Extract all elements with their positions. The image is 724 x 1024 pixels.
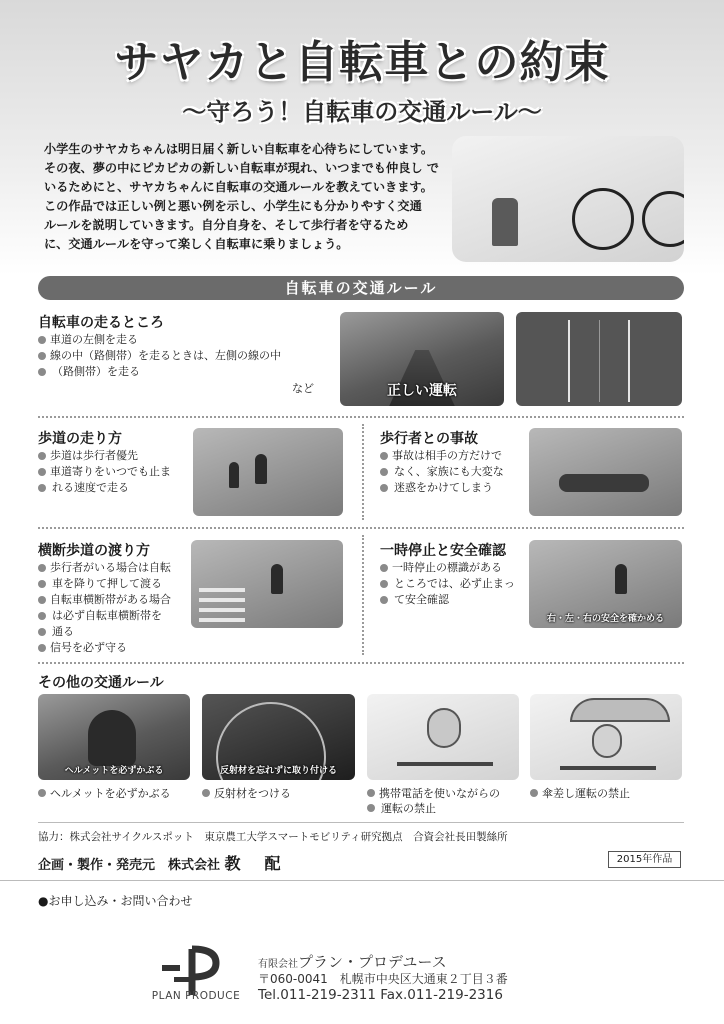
bullet-item: 事故は相手の方だけで: [380, 448, 528, 464]
bullets-accident: [380, 448, 528, 496]
company-address: 〒060-0041 札幌市中央区大通東２丁目３番: [258, 972, 508, 986]
photo-caption: 正しい運転: [387, 383, 457, 399]
bullet-item: て安全確認: [380, 592, 528, 608]
cyclist-figure-shape: [615, 564, 627, 594]
crosswalk-stripe: [199, 598, 245, 602]
person-figure-shape: [229, 462, 239, 488]
bullet-item: は必ず自転車横断帯を: [38, 608, 188, 624]
intro-line: ルールを説明していきます。自分自身を、そして歩行者を守るため: [44, 218, 409, 232]
bullet-item: 車道の左側を走る: [38, 332, 328, 348]
umbrella-shape: [570, 698, 670, 722]
bullet-item: 歩行者がいる場合は自転: [38, 560, 188, 576]
illustration-phone: [367, 694, 519, 780]
photo-helmet: [38, 694, 190, 780]
hero-photo: [452, 136, 684, 262]
producer-name: 教 配: [224, 854, 285, 873]
photo-crosswalk: [191, 540, 343, 628]
bullet-item: 線の中（路側帯）を走るときは、左側の線の中: [38, 348, 328, 364]
section-title-other: その他の交通ルール: [38, 675, 164, 691]
photo-reflector: [202, 694, 355, 780]
divider: [362, 535, 364, 655]
company-name-text: プラン・プロデユース: [298, 953, 447, 971]
intro-line: いるためにと、サヤカちゃんに自転車の交通ルールを教えていきます。: [44, 180, 433, 194]
producer-label: 企画・製作・発売元 株式会社: [38, 858, 221, 873]
divider: [38, 822, 684, 823]
footer-rule: [0, 880, 724, 881]
crosswalk-stripe: [199, 608, 245, 612]
handlebar-shape: [560, 766, 656, 770]
divider: [362, 424, 364, 520]
bullet-item: 信号を必ず守る: [38, 640, 188, 656]
bullet-item: 通る: [38, 624, 188, 640]
bullet-item: 自転車横断帯がある場合: [38, 592, 188, 608]
bullet-item: なく、家族にも大変な: [380, 464, 528, 480]
intro-line: この作品では正しい例と悪い例を示し、小学生にも分かりやすく交通: [44, 199, 422, 213]
cyclist-figure-shape: [271, 564, 283, 594]
bicycle-wheel-shape: [642, 191, 684, 247]
bullet-item: 迷惑をかけてしまう: [380, 480, 528, 496]
company-name: [258, 951, 447, 972]
divider: [38, 527, 684, 529]
photo-caption: 反射材を忘れずに取り付ける: [219, 766, 337, 776]
contact-label: ●お申し込み・お問い合わせ: [38, 894, 193, 908]
divider: [38, 662, 684, 664]
bullets-crosswalk: [38, 560, 188, 656]
section-title-stop: 一時停止と安全確認: [380, 543, 506, 559]
section-title-crosswalk: 横断歩道の渡り方: [38, 543, 150, 559]
divider: [38, 416, 684, 418]
crosswalk-stripe: [199, 588, 245, 592]
credits: 協力：株式会社サイクルスポット 東京農工大学スマートモビリティ研究拠点 合資会社長田製絲所: [38, 831, 508, 843]
bullets-stop: [380, 560, 528, 608]
page-subtitle: 〜守ろう！自転車の交通ルール〜: [182, 98, 542, 126]
lane-line: [568, 320, 570, 403]
diagram-lanes: [516, 312, 682, 406]
caption-phone-line2: 運転の禁止: [367, 801, 436, 816]
photo-stop: [529, 540, 682, 628]
intro-line: その夜、夢の中にピカピカの新しい自転車が現れ、いつまでも仲良し で: [44, 161, 439, 175]
bullet-item: （路側帯）を走る: [38, 364, 328, 380]
person-figure-shape: [255, 454, 267, 484]
section-title-where: 自転車の走るところ: [38, 315, 164, 331]
section-banner: 自転車の交通ルール: [38, 276, 684, 300]
intro-line: 小学生のサヤカちゃんは明日届く新しい自転車を心待ちにしています。: [44, 142, 434, 156]
caption-umbrella: 傘差し運転の禁止: [530, 786, 630, 801]
intro-text: [44, 140, 444, 254]
lane-line: [599, 320, 600, 403]
bullet-item: 車を降りて押して渡る: [38, 576, 188, 592]
child-illustration-shape: [592, 724, 622, 758]
bicycle-wheel-shape: [572, 188, 634, 250]
lying-person-shape: [559, 474, 649, 492]
crosswalk-stripe: [199, 618, 245, 622]
bullet-item: 一時停止の標識がある: [380, 560, 528, 576]
bullets-sidewalk: [38, 448, 188, 496]
company-prefix: 有限会社: [258, 959, 298, 970]
bullet-item: ところでは、必ず止まっ: [380, 576, 528, 592]
child-illustration-shape: [427, 708, 461, 748]
logo-text: PLAN PRODUCE: [151, 990, 241, 1002]
company-tel: Tel.011-219-2311 Fax.011-219-2316: [258, 987, 503, 1003]
photo-accident: [529, 428, 682, 516]
photo-sidewalk: [193, 428, 343, 516]
caption-helmet: ヘルメットを必ずかぶる: [38, 786, 171, 801]
bullet-item: 車道寄りをいつでも止ま: [38, 464, 188, 480]
photo-caption: 右・左・右の安全を確かめる: [546, 614, 664, 624]
bullets-where: [38, 332, 328, 380]
note-etc: など: [292, 382, 314, 395]
bullet-item: れる速度で走る: [38, 480, 188, 496]
page-title: サヤカと自転車との約束: [114, 37, 610, 88]
caption-phone: 携帯電話を使いながらの: [367, 786, 500, 801]
girl-figure-shape: [492, 198, 518, 246]
illustration-umbrella: [530, 694, 682, 780]
photo-caption: ヘルメットを必ずかぶる: [64, 766, 164, 776]
lane-line: [628, 320, 630, 403]
handlebar-shape: [397, 762, 493, 766]
section-title-accident: 歩行者との事故: [380, 431, 478, 447]
year-badge: 2015年作品: [608, 851, 681, 868]
child-helmet-shape: [88, 710, 136, 766]
producer: [38, 851, 285, 874]
intro-line: に、交通ルールを守って楽しく自転車に乗りましょう。: [44, 237, 349, 251]
caption-reflector: 反射材をつける: [202, 786, 291, 801]
photo-correct-riding: [340, 312, 504, 406]
bullet-item: 歩道は歩行者優先: [38, 448, 188, 464]
section-title-sidewalk: 歩道の走り方: [38, 431, 122, 447]
